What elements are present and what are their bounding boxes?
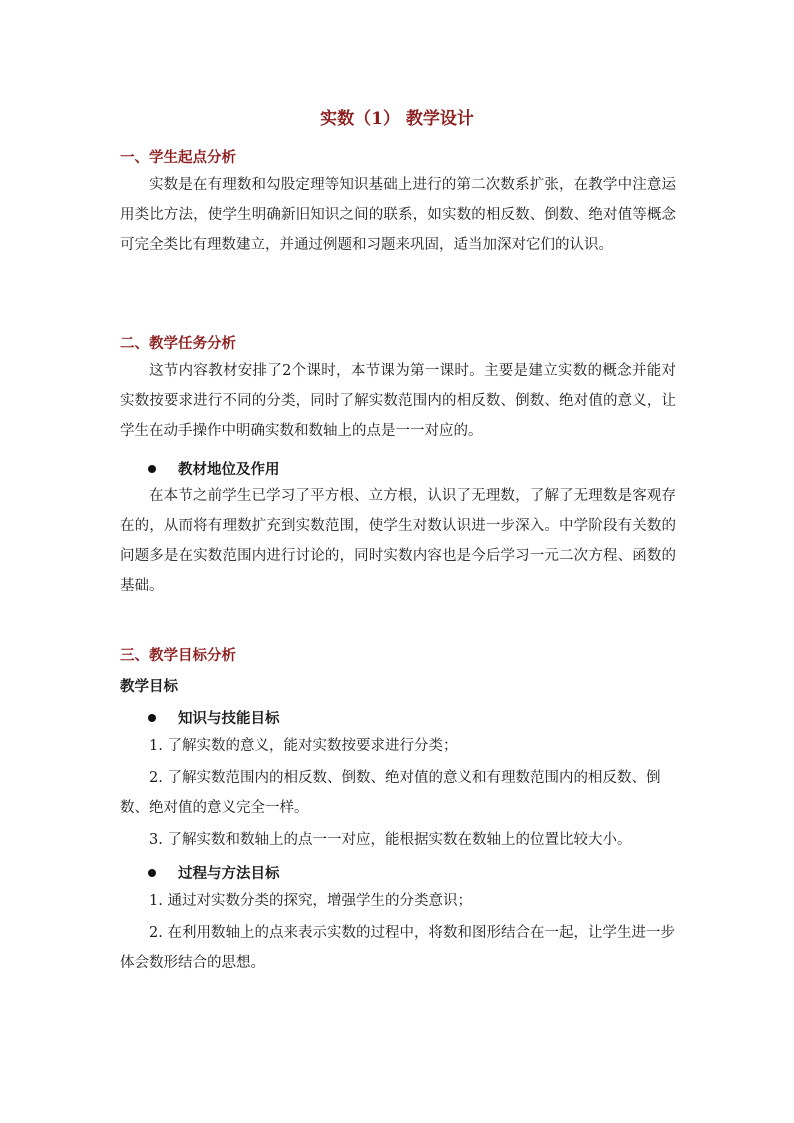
bullet-textbook-role — [148, 458, 280, 479]
textbook-role-paragraph: 在本节之前学生已学习了平方根、立方根，认识了无理数，了解了无理数是客观存在的，从而将有理数扩充到实数范围，使学生对数认识进一步深入。中学阶段有关数的问题多是在实数范围内进行讨论的，同时实数内容也是今后学习一元二次方程、函数的基础。 — [120, 488, 676, 594]
section-heading-task-analysis: 二、教学任务分析 — [120, 335, 236, 352]
bullet-textbook-role-label: 教材地位及作用 — [178, 461, 280, 478]
task-analysis-paragraph: 这节内容教材安排了2个课时，本节课为第一课时。主要是建立实数的概念并能对实数按要求进行不同的分类，同时了解实数范围内的相反数、倒数、绝对值的意义，让学生在动手操作中明确实数和数轴上的点是一一对应的。 — [120, 363, 676, 439]
bullet-dot-icon — [148, 465, 156, 473]
bullet-dot-icon — [148, 869, 156, 877]
bullet-dot-icon — [148, 714, 156, 722]
bullet-knowledge-skills — [148, 707, 280, 728]
bullet-process-method — [148, 862, 280, 883]
process-item-2: 2. 在利用数轴上的点来表示实数的过程中，将数和图形结合在一起，让学生进一步体会数形结合的思想。 — [120, 925, 675, 971]
process-item-1: 1. 通过对实数分类的探究，增强学生的分类意识； — [149, 893, 472, 909]
bullet-process-method-label: 过程与方法目标 — [178, 865, 280, 882]
bullet-knowledge-skills-label: 知识与技能目标 — [178, 710, 280, 727]
document-title: 实数（1） 教学设计 — [320, 109, 474, 129]
teaching-goals-subheading: 教学目标 — [120, 678, 178, 695]
student-analysis-paragraph: 实数是在有理数和勾股定理等知识基础上进行的第二次数系扩张，在教学中注意运用类比方法，使学生明确新旧知识之间的联系，如实数的相反数、倒数、绝对值等概念可完全类比有理数建立，并通过例题和习题来巩固，适当加深对它们的认识。 — [120, 177, 676, 253]
section-heading-student-analysis: 一、学生起点分析 — [120, 149, 236, 166]
knowledge-item-2: 2. 了解实数范围内的相反数、倒数、绝对值的意义和有理数范围内的相反数、倒数、绝对值的意义完全一样。 — [120, 770, 661, 816]
knowledge-item-1: 1. 了解实数的意义，能对实数按要求进行分类； — [149, 738, 458, 754]
knowledge-item-3: 3. 了解实数和数轴上的点一一对应，能根据实数在数轴上的位置比较大小。 — [149, 832, 632, 848]
section-heading-goal-analysis: 三、教学目标分析 — [120, 647, 236, 664]
